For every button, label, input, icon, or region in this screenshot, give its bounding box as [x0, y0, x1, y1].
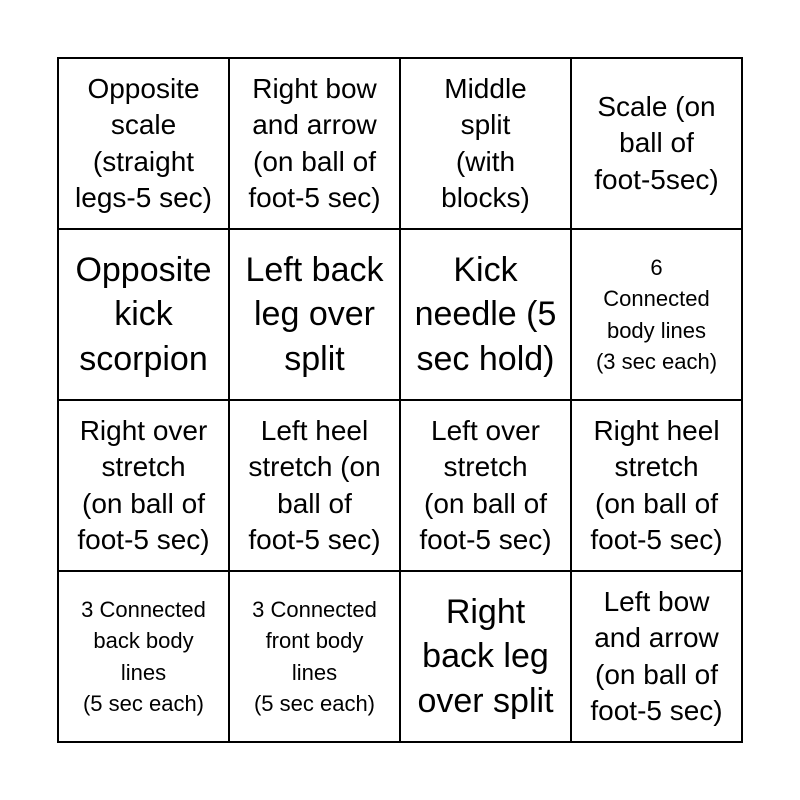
bingo-cell[interactable]: [229, 571, 400, 742]
cell-label: Left back leg over split: [245, 251, 384, 378]
cell-label: 6 Connected body lines (3 sec each): [595, 255, 718, 374]
cell-label: Right back leg over split: [417, 593, 554, 720]
cell-label: Left heel stretch (on ball of foot-5 sec): [248, 414, 381, 555]
bingo-cell[interactable]: [571, 229, 742, 400]
bingo-cell[interactable]: [400, 571, 571, 742]
cell-label: Right over stretch (on ball of foot-5 sec): [77, 414, 210, 555]
bingo-cell[interactable]: [58, 400, 229, 571]
cell-label: Kick needle (5 sec hold): [414, 251, 557, 378]
bingo-cell[interactable]: [571, 571, 742, 742]
bingo-cell[interactable]: [58, 571, 229, 742]
bingo-cell[interactable]: [229, 58, 400, 229]
cell-label: Right heel stretch (on ball of foot-5 sec): [590, 414, 723, 555]
bingo-cell[interactable]: [571, 400, 742, 571]
cell-label: Opposite scale (straight legs-5 sec): [75, 72, 212, 213]
bingo-cell[interactable]: [229, 400, 400, 571]
cell-label: Left over stretch (on ball of foot-5 sec): [419, 414, 552, 555]
cell-label: Left bow and arrow (on ball of foot-5 sec): [590, 585, 723, 726]
cell-label: Middle split (with blocks): [441, 72, 530, 213]
cell-label: 3 Connected front body lines (5 sec each): [252, 597, 377, 716]
bingo-cell[interactable]: [400, 58, 571, 229]
bingo-cell[interactable]: [229, 229, 400, 400]
bingo-cell[interactable]: [571, 58, 742, 229]
cell-label: Right bow and arrow (on ball of foot-5 sec): [248, 72, 381, 213]
cell-label: Opposite kick scorpion: [75, 251, 212, 378]
bingo-cell[interactable]: [58, 229, 229, 400]
cell-label: 3 Connected back body lines (5 sec each): [81, 597, 206, 716]
bingo-cell[interactable]: [400, 229, 571, 400]
bingo-cell[interactable]: [400, 400, 571, 571]
bingo-board: [57, 57, 743, 743]
cell-label: Scale (on ball of foot-5sec): [594, 90, 719, 195]
bingo-cell[interactable]: [58, 58, 229, 229]
